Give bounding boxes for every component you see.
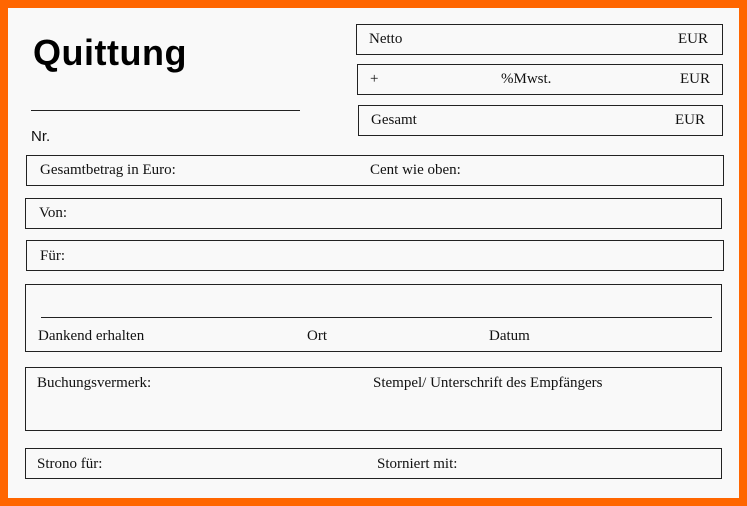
signature-line — [41, 317, 712, 318]
ort-label: Ort — [307, 328, 327, 344]
netto-currency: EUR — [678, 31, 708, 47]
booking-field[interactable] — [25, 367, 722, 431]
gesamt-field[interactable] — [358, 105, 723, 136]
number-line — [31, 110, 300, 111]
netto-field[interactable] — [356, 24, 723, 55]
amount-field[interactable] — [26, 155, 724, 186]
mwst-currency: EUR — [680, 71, 710, 87]
storniert-label: Storniert mit: — [377, 456, 458, 472]
fuer-field[interactable] — [26, 240, 724, 271]
buchung-label: Buchungsvermerk: — [37, 375, 152, 391]
fuer-label: Für: — [40, 248, 66, 264]
amount-cent-label: Cent wie oben: — [370, 162, 461, 178]
receipt-signature-field[interactable] — [25, 284, 722, 352]
gesamt-currency: EUR — [675, 112, 705, 128]
von-label: Von: — [39, 205, 68, 221]
dankend-label: Dankend erhalten — [38, 328, 145, 344]
netto-label: Netto — [369, 31, 403, 47]
storno-label: Strono für: — [37, 456, 103, 472]
amount-euro-label: Gesamtbetrag in Euro: — [40, 162, 176, 178]
storno-field[interactable] — [25, 448, 722, 479]
stempel-label: Stempel/ Unterschrift des Empfängers — [373, 375, 603, 391]
number-label: Nr. — [31, 128, 51, 145]
gesamt-label: Gesamt — [371, 112, 417, 128]
form-title: Quittung — [33, 32, 187, 73]
datum-label: Datum — [489, 328, 530, 344]
mwst-plus: + — [370, 71, 379, 87]
mwst-label: %Mwst. — [501, 71, 552, 87]
von-field[interactable] — [25, 198, 722, 229]
mwst-field[interactable] — [357, 64, 723, 95]
